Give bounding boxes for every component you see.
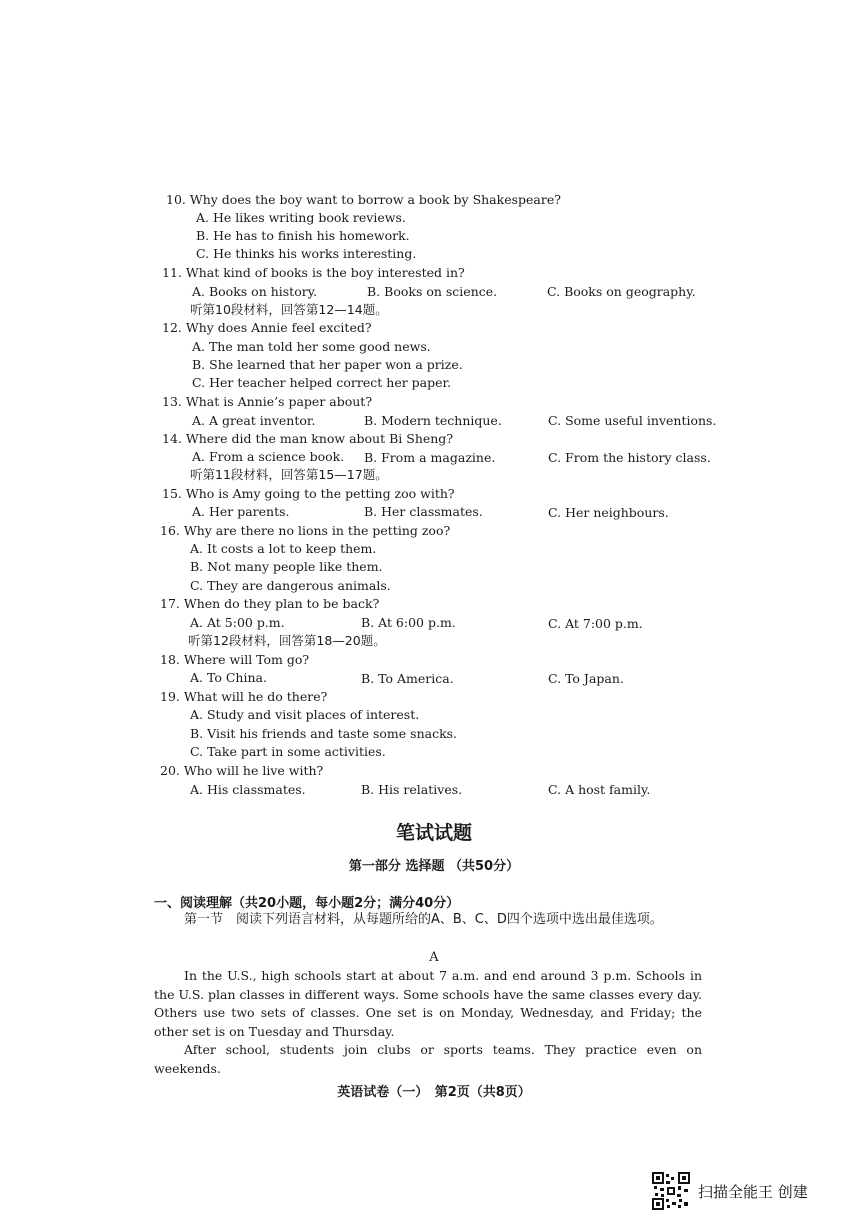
q15-option-b: B. Her classmates. [364,504,483,519]
q11-option-a: A. Books on history. [192,284,318,299]
q14-option-b: B. From a magazine. [364,450,496,465]
q10-option-b: B. He has to finish his homework. [196,228,410,243]
q16-option-c: C. They are dangerous animals. [190,578,391,593]
q18-option-b: B. To America. [361,671,454,686]
q15-option-a: A. Her parents. [192,504,290,519]
q13-option-c: C. Some useful inventions. [548,413,717,428]
q12-option-b: B. She learned that her paper won a prize. [192,357,463,372]
question-19: 19. What will he do there? [160,689,328,704]
question-20: 20. Who will he live with? [160,763,324,778]
q19-option-b: B. Visit his friends and taste some snacks. [190,726,458,741]
question-10: 10. Why does the boy want to borrow a book by Shakespeare? [166,192,561,207]
listening-note-11: 听第11段材料，回答第15—17题。 [190,467,388,482]
listening-note-12: 听第12段材料，回答第18—20题。 [188,633,386,648]
section-instruction: 第一节 阅读下列语言材料，从每题所给的A、B、C、D四个选项中选出最佳选项。 [184,912,663,927]
q18-option-a: A. To China. [190,670,267,685]
q12-option-c: C. Her teacher helped correct her paper. [192,375,452,390]
q16-option-a: A. It costs a lot to keep them. [190,541,377,556]
q15-option-c: C. Her neighbours. [548,505,669,520]
scanner-watermark [652,1172,808,1210]
scanner-label: 扫描全能王 创建 [698,1182,808,1201]
q11-option-c: C. Books on geography. [547,284,696,299]
q20-option-c: C. A host family. [548,782,651,797]
question-16: 16. Why are there no lions in the petting zoo? [160,523,451,538]
q11-option-b: B. Books on science. [367,284,498,299]
reading-section-heading: 一、阅读理解（共20小题，每小题2分；满分40分） [154,896,460,911]
question-18: 18. Where will Tom go? [160,652,310,667]
qr-code-icon [652,1172,690,1210]
q20-option-a: A. His classmates. [190,782,306,797]
q16-option-b: B. Not many people like them. [190,559,383,574]
q14-option-c: C. From the history class. [548,450,711,465]
question-13: 13. What is Annie’s paper about? [162,394,373,409]
q10-option-a: A. He likes writing book reviews. [196,210,406,225]
written-test-title: 笔试试题 [395,822,472,844]
passage-paragraph-2: After school, students join clubs or sports teams. They practice even on weekends. [154,1042,702,1076]
q14-option-a: A. From a science book. [192,449,345,464]
question-14: 14. Where did the man know about Bi Sheng? [162,431,454,446]
part-one-heading: 第一部分 选择题 （共50分） [348,859,520,874]
passage-letter: A [429,950,439,965]
q19-option-a: A. Study and visit places of interest. [190,707,420,722]
q17-option-c: C. At 7:00 p.m. [548,616,643,631]
q19-option-c: C. Take part in some activities. [190,744,386,759]
question-11: 11. What kind of books is the boy interested in? [162,265,465,280]
q12-option-a: A. The man told her some good news. [192,339,431,354]
page-footer: 英语试卷（一） 第2页（共8页） [337,1085,531,1100]
q18-option-c: C. To Japan. [548,671,624,686]
question-15: 15. Who is Amy going to the petting zoo with? [162,486,455,501]
q13-option-a: A. A great inventor. [192,413,316,428]
q20-option-b: B. His relatives. [361,782,463,797]
passage-paragraph-1: In the U.S., high schools start at about 7 a.m. and end around 3 p.m. Schools in the U.S. plan classes in different ways. Some schools have the same classes every day. Others use two sets of classes. One set is on Monday, Wednesday, and Friday; the other set is on Tuesday and Thursday. [154,968,702,1039]
q10-option-c: C. He thinks his works interesting. [196,246,417,261]
q17-option-a: A. At 5:00 p.m. [190,615,285,630]
question-12: 12. Why does Annie feel excited? [162,320,372,335]
q13-option-b: B. Modern technique. [364,413,502,428]
question-17: 17. When do they plan to be back? [160,596,380,611]
listening-note-10: 听第10段材料，回答第12—14题。 [190,302,388,317]
q17-option-b: B. At 6:00 p.m. [361,615,456,630]
